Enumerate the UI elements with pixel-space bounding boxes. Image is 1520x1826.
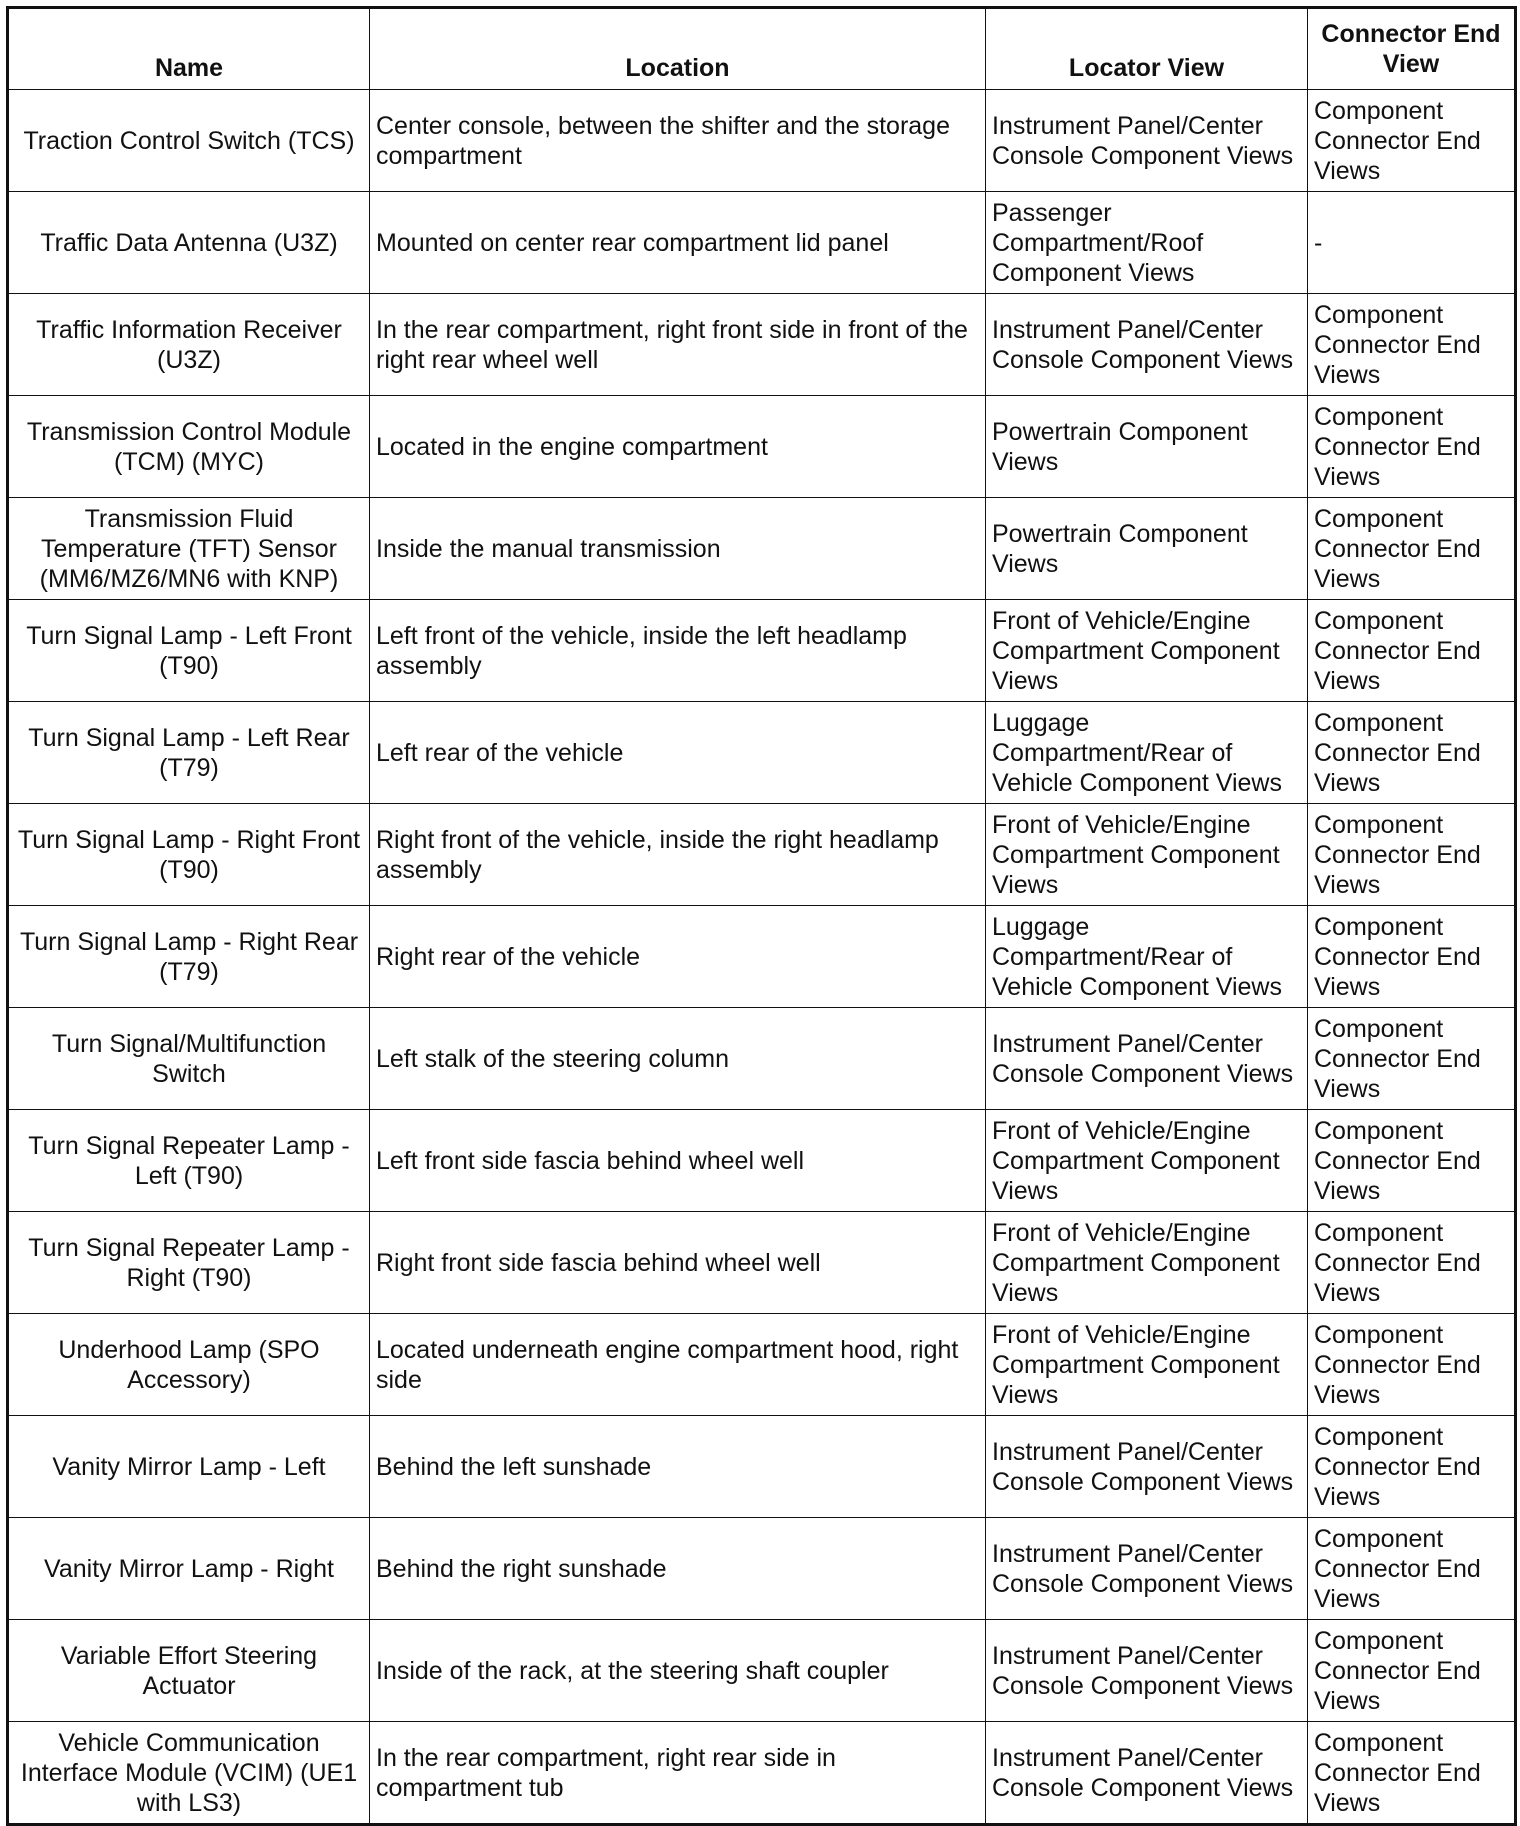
connector-end-view-link: Component Connector End Views (1308, 1620, 1516, 1722)
component-name-cell: Turn Signal Lamp - Right Front (T90) (8, 804, 370, 906)
connector-end-view-link: Component Connector End Views (1308, 90, 1516, 192)
component-locator-table-page (6, 6, 1517, 1826)
locator-view-link: Front of Vehicle/Engine Compartment Component Views (986, 804, 1308, 906)
component-name-cell: Underhood Lamp (SPO Accessory) (8, 1314, 370, 1416)
connector-end-view-link: Component Connector End Views (1308, 702, 1516, 804)
location-cell: Located in the engine compartment (370, 396, 986, 498)
location-cell: Center console, between the shifter and the storage compartment (370, 90, 986, 192)
component-name-cell: Traffic Data Antenna (U3Z) (8, 192, 370, 294)
table-row (8, 396, 1516, 498)
table-row (8, 1620, 1516, 1722)
component-name-cell: Turn Signal Lamp - Left Rear (T79) (8, 702, 370, 804)
location-cell: Located underneath engine compartment hood, right side (370, 1314, 986, 1416)
component-name-cell: Traction Control Switch (TCS) (8, 90, 370, 192)
component-name-cell: Traffic Information Receiver (U3Z) (8, 294, 370, 396)
locator-view-link: Front of Vehicle/Engine Compartment Component Views (986, 600, 1308, 702)
header-location: Location (370, 8, 986, 90)
connector-end-view-link: Component Connector End Views (1308, 906, 1516, 1008)
connector-end-view-link: Component Connector End Views (1308, 396, 1516, 498)
locator-view-link: Front of Vehicle/Engine Compartment Component Views (986, 1314, 1308, 1416)
table-row (8, 702, 1516, 804)
location-cell: Left stalk of the steering column (370, 1008, 986, 1110)
header-locator-view: Locator View (986, 8, 1308, 90)
location-cell: Left front side fascia behind wheel well (370, 1110, 986, 1212)
component-name-cell: Transmission Fluid Temperature (TFT) Sensor (MM6/MZ6/MN6 with KNP) (8, 498, 370, 600)
connector-end-view-link: Component Connector End Views (1308, 1722, 1516, 1825)
locator-view-link: Instrument Panel/Center Console Component Views (986, 1518, 1308, 1620)
connector-end-view-link: Component Connector End Views (1308, 1008, 1516, 1110)
location-cell: Right front of the vehicle, inside the right headlamp assembly (370, 804, 986, 906)
table-row (8, 294, 1516, 396)
locator-view-link: Powertrain Component Views (986, 396, 1308, 498)
location-cell: Inside the manual transmission (370, 498, 986, 600)
connector-end-view-link: Component Connector End Views (1308, 294, 1516, 396)
locator-view-link: Front of Vehicle/Engine Compartment Component Views (986, 1110, 1308, 1212)
locator-view-link: Luggage Compartment/Rear of Vehicle Component Views (986, 906, 1308, 1008)
location-cell: In the rear compartment, right front side in front of the right rear wheel well (370, 294, 986, 396)
locator-view-link: Passenger Compartment/Roof Component Views (986, 192, 1308, 294)
component-name-cell: Turn Signal/Multifunction Switch (8, 1008, 370, 1110)
table-row (8, 804, 1516, 906)
location-cell: Right rear of the vehicle (370, 906, 986, 1008)
component-name-cell: Variable Effort Steering Actuator (8, 1620, 370, 1722)
table-row (8, 1416, 1516, 1518)
connector-end-view-link: Component Connector End Views (1308, 804, 1516, 906)
locator-view-link: Instrument Panel/Center Console Component Views (986, 90, 1308, 192)
location-cell: Mounted on center rear compartment lid panel (370, 192, 986, 294)
location-cell: Inside of the rack, at the steering shaft coupler (370, 1620, 986, 1722)
connector-end-view-link: Component Connector End Views (1308, 1212, 1516, 1314)
header-name: Name (8, 8, 370, 90)
locator-view-link: Instrument Panel/Center Console Component Views (986, 1416, 1308, 1518)
header-row (8, 8, 1516, 90)
table-body (8, 90, 1516, 1825)
connector-end-view-link: Component Connector End Views (1308, 498, 1516, 600)
location-cell: Right front side fascia behind wheel well (370, 1212, 986, 1314)
location-cell: Left front of the vehicle, inside the left headlamp assembly (370, 600, 986, 702)
locator-view-link: Powertrain Component Views (986, 498, 1308, 600)
connector-end-view-link: - (1308, 192, 1516, 294)
table-row (8, 1212, 1516, 1314)
component-locator-table (6, 6, 1517, 1826)
connector-end-view-link: Component Connector End Views (1308, 1416, 1516, 1518)
location-cell: In the rear compartment, right rear side in compartment tub (370, 1722, 986, 1825)
locator-view-link: Instrument Panel/Center Console Component Views (986, 1008, 1308, 1110)
location-cell: Left rear of the vehicle (370, 702, 986, 804)
connector-end-view-link: Component Connector End Views (1308, 600, 1516, 702)
locator-view-link: Luggage Compartment/Rear of Vehicle Component Views (986, 702, 1308, 804)
component-name-cell: Turn Signal Repeater Lamp - Right (T90) (8, 1212, 370, 1314)
connector-end-view-link: Component Connector End Views (1308, 1110, 1516, 1212)
component-name-cell: Turn Signal Lamp - Right Rear (T79) (8, 906, 370, 1008)
locator-view-link: Instrument Panel/Center Console Component Views (986, 1620, 1308, 1722)
table-row (8, 1722, 1516, 1825)
table-row (8, 1518, 1516, 1620)
locator-view-link: Instrument Panel/Center Console Component Views (986, 294, 1308, 396)
connector-end-view-link: Component Connector End Views (1308, 1518, 1516, 1620)
table-row (8, 498, 1516, 600)
table-row (8, 906, 1516, 1008)
component-name-cell: Vanity Mirror Lamp - Left (8, 1416, 370, 1518)
header-connector-end-view: Connector End View (1308, 8, 1516, 90)
locator-view-link: Front of Vehicle/Engine Compartment Component Views (986, 1212, 1308, 1314)
location-cell: Behind the right sunshade (370, 1518, 986, 1620)
component-name-cell: Turn Signal Repeater Lamp - Left (T90) (8, 1110, 370, 1212)
component-name-cell: Vehicle Communication Interface Module (VCIM) (UE1 with LS3) (8, 1722, 370, 1825)
table-row (8, 192, 1516, 294)
component-name-cell: Turn Signal Lamp - Left Front (T90) (8, 600, 370, 702)
component-name-cell: Vanity Mirror Lamp - Right (8, 1518, 370, 1620)
locator-view-link: Instrument Panel/Center Console Component Views (986, 1722, 1308, 1825)
table-row (8, 90, 1516, 192)
table-row (8, 1110, 1516, 1212)
table-row (8, 1314, 1516, 1416)
location-cell: Behind the left sunshade (370, 1416, 986, 1518)
table-row (8, 600, 1516, 702)
connector-end-view-link: Component Connector End Views (1308, 1314, 1516, 1416)
component-name-cell: Transmission Control Module (TCM) (MYC) (8, 396, 370, 498)
table-row (8, 1008, 1516, 1110)
